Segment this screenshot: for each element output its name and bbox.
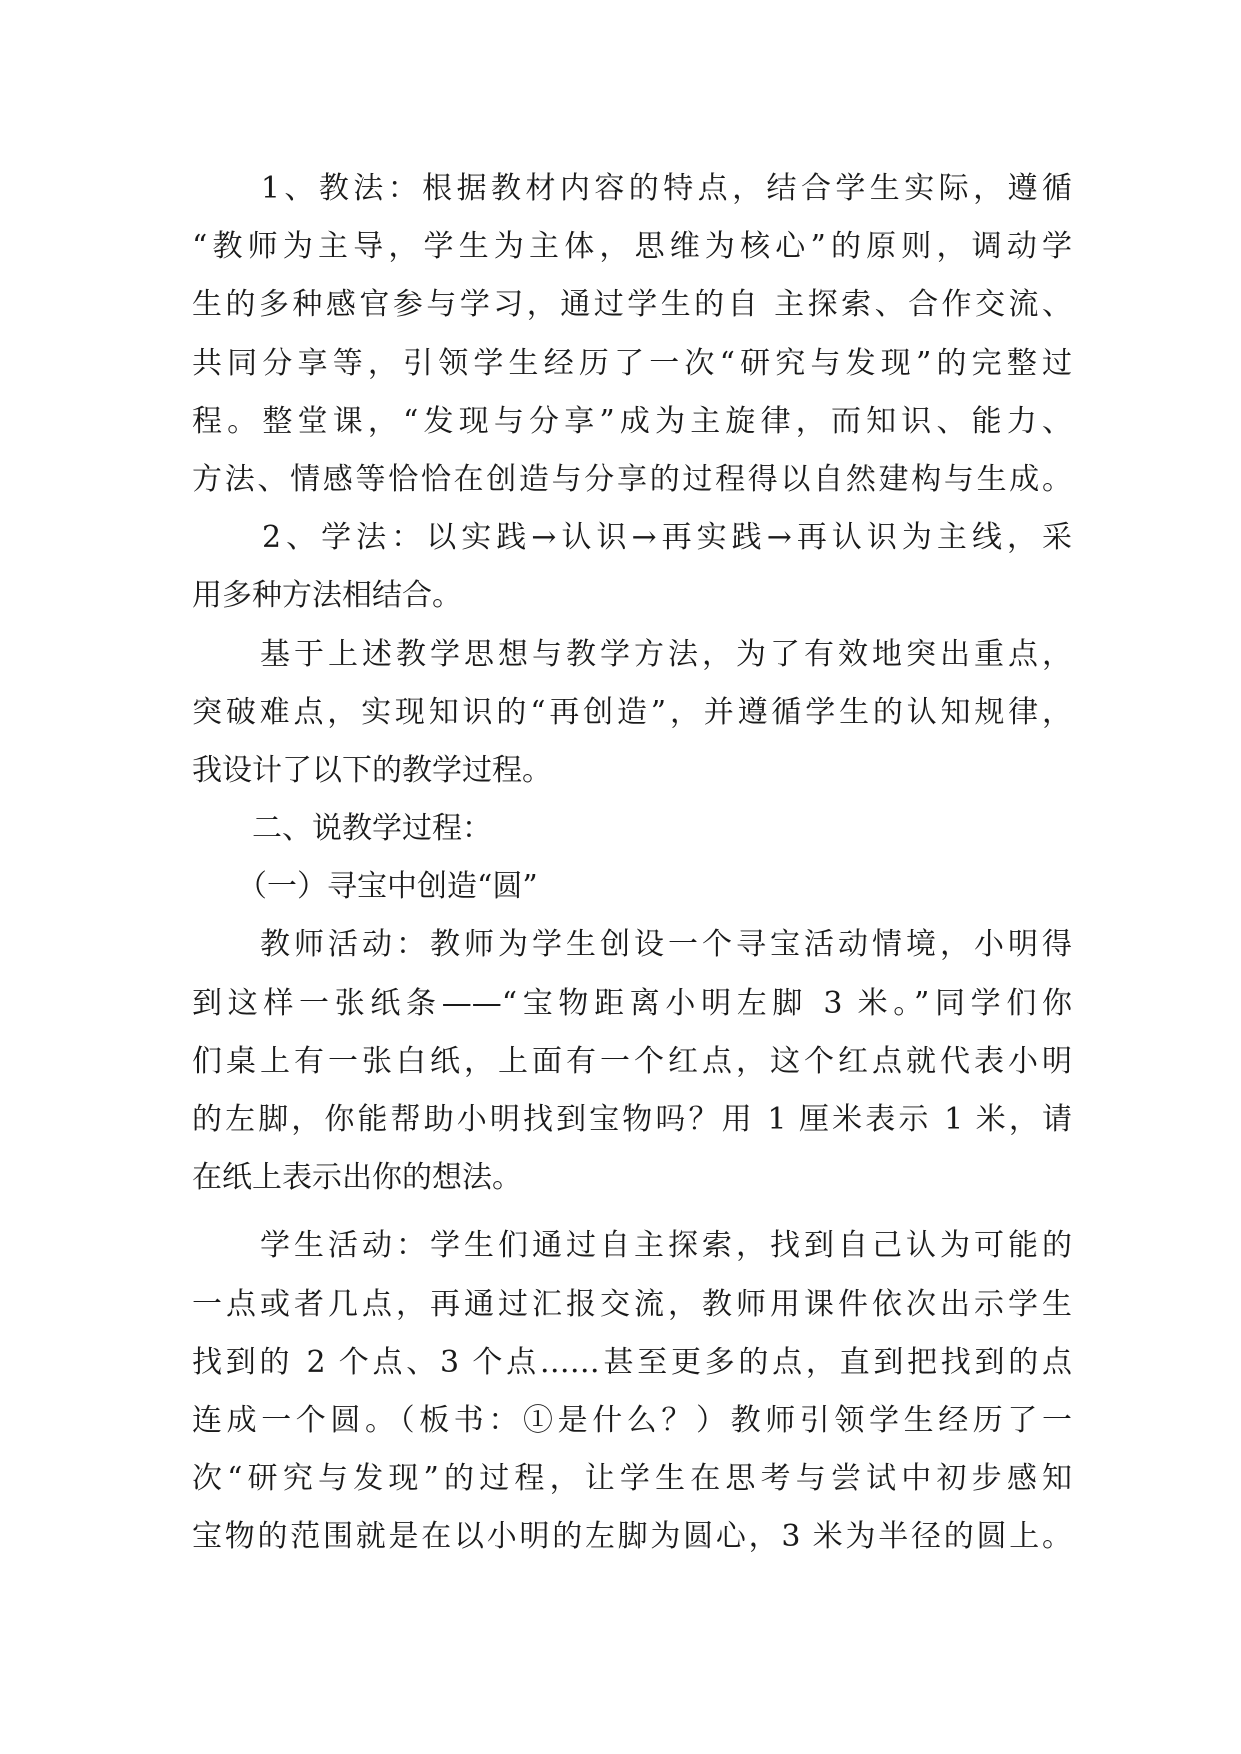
heading-text: 二、说教学过程： — [192, 811, 492, 847]
text-line: 共同分享等，引领学生经历了一次“研究与发现”的完整过 — [192, 345, 1072, 381]
text-line: 教师活动：教师为学生创设一个寻宝活动情境，小明得 — [192, 927, 1072, 963]
text-line: 突破难点，实现知识的“再创造”，并遵循学生的认知规律， — [192, 694, 1072, 730]
section-heading — [192, 800, 1072, 858]
text-line: 1、教法：根据教材内容的特点，结合学生实际，遵循 — [192, 171, 1072, 206]
subheading-text: （一）寻宝中创造“圆” — [192, 869, 538, 905]
text-line: 用多种方法相结合。 — [192, 578, 462, 614]
paragraph-student-activity — [192, 1217, 1072, 1566]
paragraph-transition — [192, 626, 1072, 801]
text-line: 程。整堂课，“发现与分享”成为主旋律，而知识、能力、 — [192, 403, 1072, 439]
text-line: 连成一个圆。（板书：①是什么？）教师引领学生经历了一 — [192, 1402, 1072, 1438]
text-line: 的左脚，你能帮助小明找到宝物吗？用 1 厘米表示 1 米，请 — [192, 1102, 1072, 1137]
document-body — [192, 160, 1072, 1567]
text-line: 找到的 2 个点、3 个点……甚至更多的点，直到把找到的点 — [192, 1344, 1072, 1380]
text-line: 生的多种感官参与学习，通过学生的自 主探索、合作交流、 — [192, 287, 1072, 323]
text-line: 们桌上有一张白纸，上面有一个红点，这个红点就代表小明 — [192, 1043, 1072, 1079]
text-line: 方法、情感等恰恰在创造与分享的过程得以自然建构与生成。 — [192, 461, 1072, 497]
text-line: 我设计了以下的教学过程。 — [192, 752, 552, 788]
text-line: 2、学法：以实践→认识→再实践→再认识为主线，采 — [192, 520, 1072, 556]
text-line: “教师为主导，学生为主体，思维为核心”的原则，调动学 — [192, 229, 1072, 265]
text-line: 到这样一张纸条——“宝物距离小明左脚 3 米。”同学们你 — [192, 985, 1072, 1021]
text-line: 次“研究与发现”的过程，让学生在思考与尝试中初步感知 — [192, 1461, 1072, 1497]
text-line: 学生活动：学生们通过自主探索，找到自己认为可能的 — [192, 1228, 1072, 1264]
text-line: 宝物的范围就是在以小明的左脚为圆心，3 米为半径的圆上。 — [192, 1519, 1072, 1555]
text-line: 基于上述教学思想与教学方法，为了有效地突出重点， — [192, 636, 1072, 672]
text-line: 一点或者几点，再通过汇报交流，教师用课件依次出示学生 — [192, 1286, 1072, 1322]
text-line: 在纸上表示出你的想法。 — [192, 1160, 522, 1196]
paragraph-teacher-activity — [192, 916, 1072, 1207]
paragraph-learning-method — [192, 509, 1072, 625]
paragraph-teaching-method — [192, 160, 1072, 509]
subsection-heading — [192, 858, 1072, 916]
